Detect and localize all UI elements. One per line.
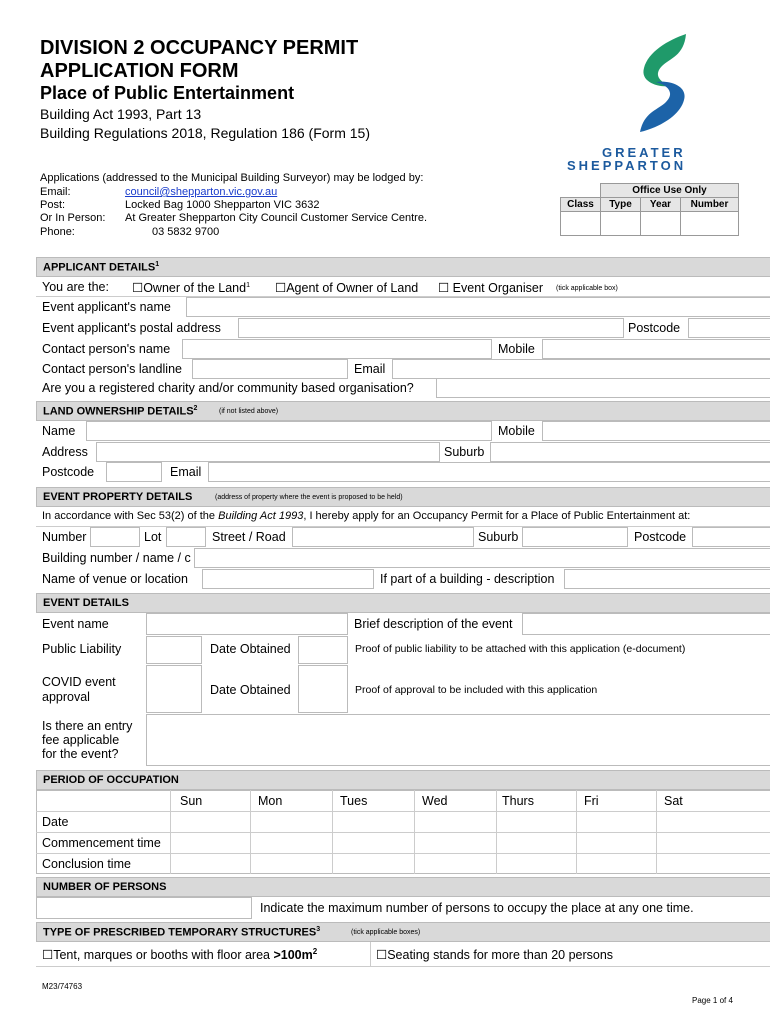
- brief-description-label: Brief description of the event: [354, 617, 513, 631]
- structures-bottom-line: [36, 966, 770, 967]
- day-fri: Fri: [584, 794, 599, 808]
- part-building-label: If part of a building - description: [380, 572, 555, 586]
- building-label: Building number / name / c: [42, 551, 191, 565]
- office-type-header: Type: [601, 198, 641, 212]
- charity-label: Are you a registered charity and/or community based organisation?: [42, 381, 414, 395]
- property-lot-label: Lot: [144, 530, 162, 544]
- entry-fee-label-1: Is there an entry: [42, 719, 133, 733]
- office-number-header: Number: [681, 198, 739, 212]
- applicant-email-field[interactable]: [392, 359, 770, 379]
- covid-date-label: Date Obtained: [210, 683, 291, 697]
- row-divider: [36, 832, 770, 833]
- part-building-field[interactable]: [564, 569, 770, 589]
- public-liability-field[interactable]: [146, 636, 202, 664]
- day-sat: Sat: [664, 794, 683, 808]
- applicant-mobile-label: Mobile: [498, 342, 535, 356]
- charity-field[interactable]: [436, 378, 770, 398]
- entry-fee-label-2: fee applicable: [42, 733, 120, 747]
- page-title-line2: APPLICATION FORM: [40, 60, 239, 82]
- land-mobile-label: Mobile: [498, 424, 535, 438]
- covid-label-1: COVID event: [42, 675, 116, 689]
- covid-label-2: approval: [42, 690, 90, 704]
- contact-name-field[interactable]: [182, 339, 492, 359]
- covid-approval-field[interactable]: [146, 665, 202, 713]
- property-suburb-label: Suburb: [478, 530, 519, 544]
- regulation-reference: Building Regulations 2018, Regulation 186 (Form 15): [40, 125, 370, 141]
- persons-heading: NUMBER OF PERSONS: [43, 881, 167, 893]
- covid-date-field[interactable]: [298, 665, 348, 713]
- event-name-field[interactable]: [146, 613, 348, 635]
- property-lot-field[interactable]: [166, 527, 206, 547]
- in-person-value: At Greater Shepparton City Council Customer Service Centre.: [125, 212, 428, 224]
- row-date-label: Date: [42, 815, 69, 829]
- office-year-cell: [641, 212, 681, 236]
- entry-fee-field[interactable]: [146, 714, 770, 766]
- property-note: (address of property where the event is proposed to be held): [215, 494, 403, 501]
- post-value: Locked Bag 1000 Shepparton VIC 3632: [125, 199, 320, 211]
- land-email-field[interactable]: [208, 462, 770, 482]
- postal-address-field[interactable]: [238, 318, 624, 338]
- tent-checkbox[interactable]: ☐Tent, marques or booths with floor area $>100m^2$: [42, 947, 318, 963]
- property-number-label: Number: [42, 530, 87, 544]
- entry-fee-label-3: for the event?: [42, 747, 119, 761]
- act-reference: Building Act 1993, Part 13: [40, 106, 202, 122]
- logo-text-greater: GREATER: [602, 145, 686, 160]
- applicant-name-field[interactable]: [186, 297, 770, 317]
- contact-name-label: Contact person's name: [42, 342, 171, 356]
- shepparton-logo-icon: [628, 30, 698, 140]
- office-class-cell: [561, 212, 601, 236]
- event-section-header: [36, 593, 770, 613]
- day-thurs: Thurs: [502, 794, 534, 808]
- applicant-name-label: Event applicant's name: [42, 300, 171, 314]
- page-title-line1: DIVISION 2 OCCUPANCY PERMIT: [40, 37, 359, 59]
- structures-heading: TYPE OF PRESCRIBED TEMPORARY STRUCTURES$^3$: [43, 926, 321, 939]
- agent-checkbox[interactable]: ☐Agent of Owner of Land: [275, 281, 419, 295]
- persons-count-field[interactable]: [36, 897, 252, 919]
- property-street-field[interactable]: [292, 527, 474, 547]
- brief-description-field[interactable]: [522, 613, 770, 635]
- you-are-label: You are the:: [42, 280, 109, 294]
- land-address-label: Address: [42, 445, 88, 459]
- organiser-checkbox[interactable]: ☐ Event Organiser: [438, 281, 543, 295]
- property-number-field[interactable]: [90, 527, 140, 547]
- venue-label: Name of venue or location: [42, 572, 188, 586]
- applicant-postcode-label: Postcode: [628, 321, 681, 335]
- day-sun: Sun: [180, 794, 203, 808]
- page-subtitle: Place of Public Entertainment: [40, 83, 295, 103]
- applicant-email-label: Email: [354, 362, 386, 376]
- liability-note: Proof of public liability to be attached with this application (e-document): [355, 643, 686, 655]
- land-email-label: Email: [170, 465, 202, 479]
- property-suburb-field[interactable]: [522, 527, 628, 547]
- applicant-mobile-field[interactable]: [542, 339, 770, 359]
- row-commencement-label: Commencement time: [42, 836, 161, 850]
- seating-checkbox[interactable]: ☐Seating stands for more than 20 persons: [376, 948, 614, 962]
- landline-field[interactable]: [192, 359, 348, 379]
- property-heading: EVENT PROPERTY DETAILS: [43, 491, 193, 503]
- row-divider: [36, 853, 770, 854]
- liability-date-field[interactable]: [298, 636, 348, 664]
- email-label: Email:: [40, 186, 71, 198]
- post-label: Post:: [40, 199, 66, 211]
- office-year-header: Year: [641, 198, 681, 212]
- applicant-heading: APPLICANT DETAILS$^1$: [43, 261, 160, 274]
- period-section-header: [36, 770, 770, 790]
- row-divider: [36, 811, 770, 812]
- building-field[interactable]: [194, 548, 770, 568]
- land-mobile-field[interactable]: [542, 421, 770, 441]
- period-heading: PERIOD OF OCCUPATION: [43, 774, 179, 786]
- day-mon: Mon: [258, 794, 283, 808]
- tick-note: (tick applicable box): [556, 285, 618, 292]
- applicant-section-header: [36, 257, 770, 277]
- phone-value: 03 5832 9700: [152, 226, 220, 238]
- persons-instruction: Indicate the maximum number of persons to occupy the place at any one time.: [260, 901, 694, 915]
- document-reference: M23/74763: [42, 982, 83, 991]
- land-postcode-label: Postcode: [42, 465, 95, 479]
- office-number-cell: [681, 212, 739, 236]
- property-postcode-field[interactable]: [692, 527, 770, 547]
- structures-section-header: [36, 922, 770, 942]
- office-class-header: Class: [561, 198, 601, 212]
- applicant-postcode-field[interactable]: [688, 318, 770, 338]
- land-postcode-field[interactable]: [106, 462, 162, 482]
- office-use-table: [560, 183, 739, 236]
- property-street-label: Street / Road: [212, 530, 286, 544]
- day-tues: Tues: [340, 794, 368, 808]
- liability-date-label: Date Obtained: [210, 642, 291, 656]
- land-heading: LAND OWNERSHIP DETAILS$^2$: [43, 405, 198, 418]
- property-section-header: [36, 487, 770, 507]
- office-type-cell: [601, 212, 641, 236]
- land-name-field[interactable]: [86, 421, 492, 441]
- land-section-header: [36, 401, 770, 421]
- phone-label: Phone:: [40, 226, 75, 238]
- venue-field[interactable]: [202, 569, 374, 589]
- property-statement: In accordance with Sec 53(2) of the Building Act 1993, I hereby apply for an Occupancy Permit for a Place of Public Entertainment at:: [42, 510, 691, 522]
- public-liability-label: Public Liability: [42, 642, 122, 656]
- structures-divider: [370, 942, 371, 966]
- event-heading: EVENT DETAILS: [43, 597, 129, 609]
- row-conclusion-label: Conclusion time: [42, 857, 131, 871]
- event-name-label: Event name: [42, 617, 109, 631]
- persons-section-header: [36, 877, 770, 897]
- land-note: (if not listed above): [219, 408, 279, 415]
- land-name-label: Name: [42, 424, 76, 438]
- office-use-title: Office Use Only: [601, 184, 739, 198]
- property-postcode-label: Postcode: [634, 530, 687, 544]
- covid-note: Proof of approval to be included with this application: [355, 684, 598, 696]
- contact-intro: Applications (addressed to the Municipal Building Surveyor) may be lodged by:: [40, 172, 424, 184]
- postal-address-label: Event applicant's postal address: [42, 321, 221, 335]
- logo-text-shepparton: SHEPPARTON: [567, 158, 687, 173]
- council-email-link[interactable]: council@shepparton.vic.gov.au: [125, 186, 278, 198]
- landline-label: Contact person's landline: [42, 362, 182, 376]
- in-person-label: Or In Person:: [40, 212, 106, 224]
- owner-checkbox[interactable]: ☐Owner of the Land$^1$: [132, 281, 250, 295]
- structures-note: (tick applicable boxes): [351, 929, 421, 936]
- land-address-field[interactable]: [96, 442, 440, 462]
- page-number: Page 1 of 4: [692, 996, 733, 1005]
- land-suburb-label: Suburb: [444, 445, 485, 459]
- day-wed: Wed: [422, 794, 448, 808]
- land-suburb-field[interactable]: [490, 442, 770, 462]
